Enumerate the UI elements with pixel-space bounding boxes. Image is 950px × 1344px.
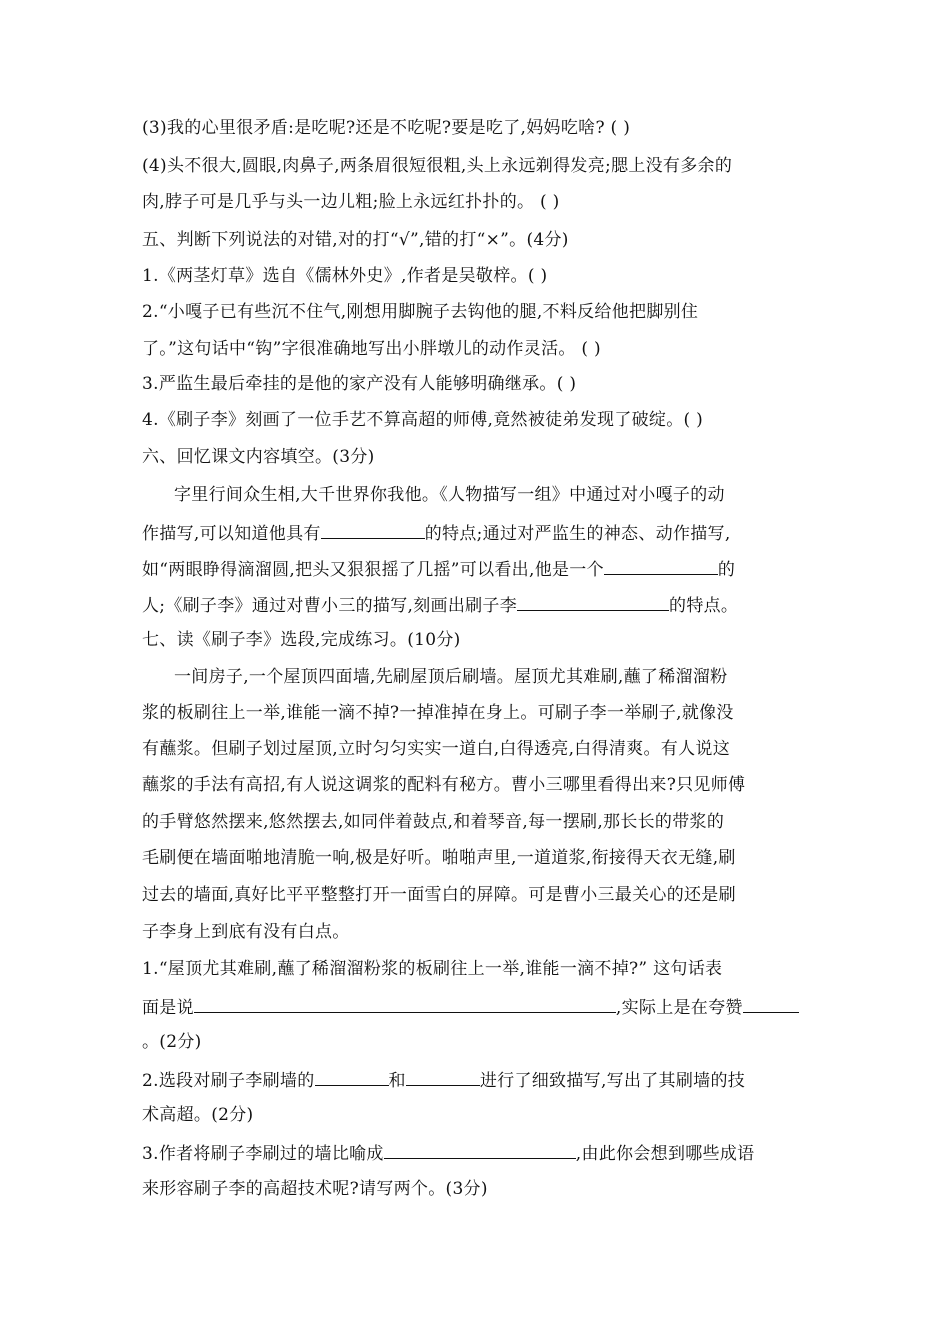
passage-line3: 有蘸浆。但刷子划过屋顶,立时匀匀实实一道白,白得透亮,白得清爽。有人说这 — [142, 739, 731, 759]
q7-1-line1: 1.“屋顶尤其难刷,蘸了稀溜溜粉浆的板刷往上一举,谁能一滴不掉?” 这句话表 — [142, 959, 723, 979]
q7-1-line2 — [142, 994, 852, 1020]
answer-blank[interactable] — [321, 520, 425, 539]
passage-line7: 过去的墙面,真好比平平整整打开一面雪白的屏障。可是曹小三最关心的还是刷 — [142, 885, 736, 905]
fill-text: 2.选段对刷子李刷墙的 — [142, 1071, 315, 1091]
fill-text: 面是说 — [142, 998, 194, 1018]
passage-line8: 子李身上到底有没有白点。 — [142, 922, 350, 942]
fill-text: 如“两眼睁得滴溜圆,把头又狠狠摇了几摇”可以看出,他是一个 — [142, 560, 604, 580]
question-4-4-line2: 肉,脖子可是几乎与头一边儿粗;脸上永远红扑扑的。 ( ) — [142, 192, 560, 212]
passage-line6: 毛刷便在墙面啪地清脆一响,极是好听。啪啪声里,一道道浆,衔接得天衣无缝,刷 — [142, 848, 736, 868]
answer-blank[interactable] — [517, 592, 669, 611]
passage-line4: 蘸浆的手法有高招,有人说这调浆的配料有秘方。曹小三哪里看得出来?只见师傅 — [142, 775, 746, 795]
passage-line2: 浆的板刷往上一举,谁能一滴不掉?一掉准掉在身上。可刷子李一举刷子,就像没 — [142, 703, 734, 723]
fill-text: 的特点;通过对严监生的神态、动作描写, — [424, 524, 731, 544]
fill-paragraph-line1: 字里行间众生相,大千世界你我他。《人物描写一组》中通过对小嘎子的动 — [174, 485, 725, 505]
fill-text: 3.作者将刷子李刷过的墙比喻成 — [142, 1144, 384, 1164]
q7-2-line2: 术高超。(2分) — [142, 1105, 254, 1125]
fill-text: 人;《刷子李》通过对曹小三的描写,刻画出刷子李 — [142, 596, 518, 616]
answer-blank[interactable] — [743, 994, 799, 1013]
judge-item-3: 3.严监生最后牵挂的是他的家产没有人能够明确继承。( ) — [142, 374, 577, 394]
answer-blank[interactable] — [604, 556, 718, 575]
judge-item-4: 4.《刷子李》刻画了一位手艺不算高超的师傅,竟然被徒弟发现了破绽。( ) — [142, 410, 704, 430]
question-4-3: (3)我的心里很矛盾:是吃呢?还是不吃呢?要是吃了,妈妈吃啥? ( ) — [142, 118, 631, 138]
fill-paragraph-line4 — [142, 592, 862, 618]
answer-blank[interactable] — [194, 994, 616, 1013]
fill-paragraph-line3 — [142, 556, 862, 582]
q7-3-line2: 来形容刷子李的高超技术呢?请写两个。(3分) — [142, 1179, 488, 1199]
fill-text: 的 — [717, 560, 736, 580]
section-5-heading: 五、判断下列说法的对错,对的打“√”,错的打“×”。(4分) — [142, 230, 569, 250]
fill-paragraph-line2 — [142, 520, 862, 546]
q7-2-line1 — [142, 1067, 862, 1093]
q7-1-line3: 。(2分) — [142, 1032, 202, 1052]
fill-text: 进行了细致描写,写出了其刷墙的技 — [479, 1071, 746, 1091]
fill-text: 的特点。 — [669, 596, 739, 616]
passage-line5: 的手臂悠然摆来,悠然摆去,如同伴着鼓点,和着琴音,每一摆刷,那长长的带浆的 — [142, 812, 725, 832]
q7-3-line1 — [142, 1140, 862, 1166]
judge-item-1: 1.《两茎灯草》选自《儒林外史》,作者是吴敬梓。( ) — [142, 266, 548, 286]
section-7-heading: 七、读《刷子李》选段,完成练习。(10分) — [142, 630, 461, 650]
judge-item-2-line1: 2.“小嘎子已有些沉不住气,刚想用脚腕子去钩他的腿,不料反给他把脚别住 — [142, 302, 699, 322]
fill-text: ,实际上是在夸赞 — [615, 998, 743, 1018]
answer-blank[interactable] — [406, 1067, 480, 1086]
judge-item-2-line2: 了。”这句话中“钩”字很准确地写出小胖墩儿的动作灵活。 ( ) — [142, 339, 601, 359]
question-4-4-line1: (4)头不很大,圆眼,肉鼻子,两条眉很短很粗,头上永远剃得发亮;腮上没有多余的 — [142, 156, 733, 176]
fill-text: 作描写,可以知道他具有 — [142, 524, 321, 544]
fill-text: ,由此你会想到哪些成语 — [575, 1144, 755, 1164]
fill-text: 和 — [388, 1071, 406, 1091]
answer-blank[interactable] — [315, 1067, 389, 1086]
section-6-heading: 六、回忆课文内容填空。(3分) — [142, 447, 375, 467]
passage-line1: 一间房子,一个屋顶四面墙,先刷屋顶后刷墙。屋顶尤其难刷,蘸了稀溜溜粉 — [174, 667, 728, 687]
answer-blank[interactable] — [384, 1140, 576, 1159]
